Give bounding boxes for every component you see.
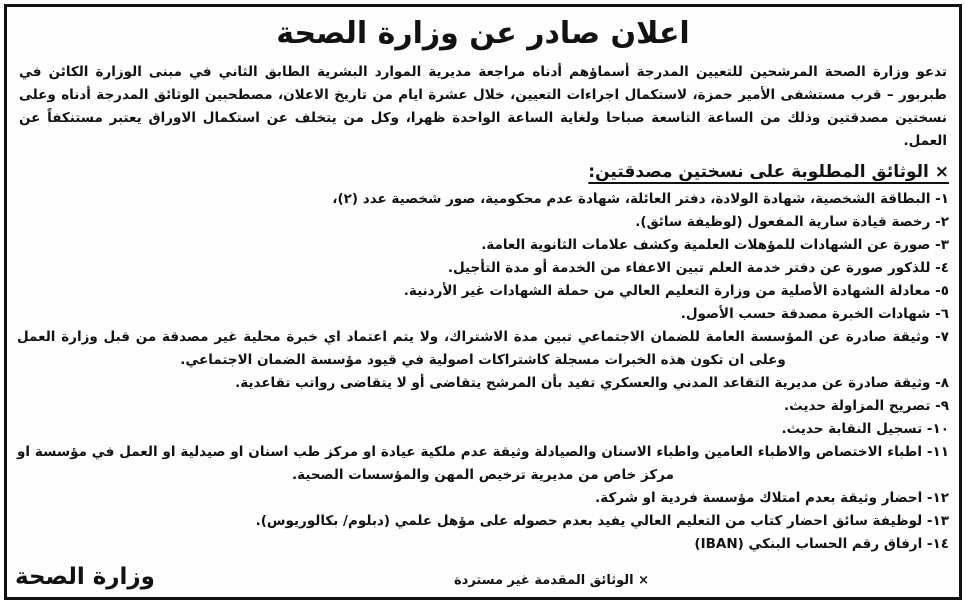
list-item-5: ٥- معادلة الشهادة الأصلية من وزارة التعليم العالي من حملة الشهادات غير الأردنية. xyxy=(403,283,949,299)
ministry-signature: وزارة الصحة xyxy=(15,564,155,590)
list-item-7: ٧- وثيقة صادرة عن المؤسسة العامة للضمان الاجتماعي تبين مدة الاشتراك، ولا يتم اعتماد اي خبرة محلية غير مصدقة من قبل وزارة العمل وعلى ان تكون هذه الخبرات مسجلة كاشتراكات اصولية في قيود مؤسسة الضمان الاجتماعي. xyxy=(17,329,949,368)
required-documents-header-text: × الوثائق المطلوبة على نسختين مصدقتين: xyxy=(588,162,949,182)
list-item-6: ٦- شهادات الخبرة مصدقة حسب الأصول. xyxy=(680,306,949,322)
list-item-11: ١١- اطباء الاختصاص والاطباء العامين واطباء الاسنان والصيادلة وثيقة عدم ملكية عيادة او مركز طب اسنان او صيدلية او العمل في مؤسسة او مركز خاص من مديرية ترخيص المهن والمؤسسات الصحية. xyxy=(17,444,949,483)
list-item-2: ٢- رخصة قيادة سارية المفعول (لوظيفة سائق). xyxy=(635,214,949,230)
list-item-9: ٩- تصريح المزاولة حديث. xyxy=(784,398,949,414)
list-item-12: ١٢- احضار وثيقة بعدم امتلاك مؤسسة فردية او شركة. xyxy=(595,490,949,506)
list-item-3: ٣- صورة عن الشهادات للمؤهلات العلمية وكشف علامات الثانوية العامة. xyxy=(481,237,949,253)
list-item-10: ١٠- تسجيل النقابة حديث. xyxy=(781,421,949,437)
intro-paragraph: تدعو وزارة الصحة المرشحين للتعيين المدرجة أسماؤهم أدناه مراجعة مديرية الموارد البشرية الطابق الثاني في مبنى الوزارة الكائن في طبربور – قرب مستشفى الأمير حمزة، لاستكمال اجراءات التعيين، خلال عشرة ايام من تاريخ الاعلان، مصطحبين الوثائق المدرجة أدناه وعلى نسختين مصدقتين وذلك من الساعة التاسعة صباحا ولغاية الساعة الواحدة ظهرا، وكل من يتخلف عن استكمال الاوراق يعتبر مستنكفاً عن العمل. xyxy=(19,64,947,149)
list-item-4: ٤- للذكور صورة عن دفتر خدمة العلم تبين الاعفاء من الخدمة أو مدة التأجيل. xyxy=(447,260,949,276)
list-item-8: ٨- وثيقة صادرة عن مديرية التقاعد المدني والعسكري تفيد بأن المرشح يتقاضى أو لا يتقاضى رواتب تقاعدية. xyxy=(235,375,949,391)
list-item-1: ١- البطاقة الشخصية، شهادة الولادة، دفتر العائلة، شهادة عدم محكومية، صور شخصية عدد (٢)، xyxy=(332,191,949,207)
required-documents-header xyxy=(17,159,949,185)
announcement-title: اعلان صادر عن وزارة الصحة xyxy=(276,16,690,51)
list-item-13: ١٣- لوظيفة سائق احضار كتاب من التعليم العالي يفيد بعدم حصوله على مؤهل علمي (دبلوم/ بكالوريوس). xyxy=(255,513,949,529)
documents-not-returned-note: × الوثائق المقدمة غير مستردة xyxy=(454,573,649,588)
announcement-document xyxy=(4,4,962,600)
documents-list xyxy=(17,188,949,556)
list-item-14: ١٤- ارفاق رقم الحساب البنكي (IBAN) xyxy=(694,536,949,552)
